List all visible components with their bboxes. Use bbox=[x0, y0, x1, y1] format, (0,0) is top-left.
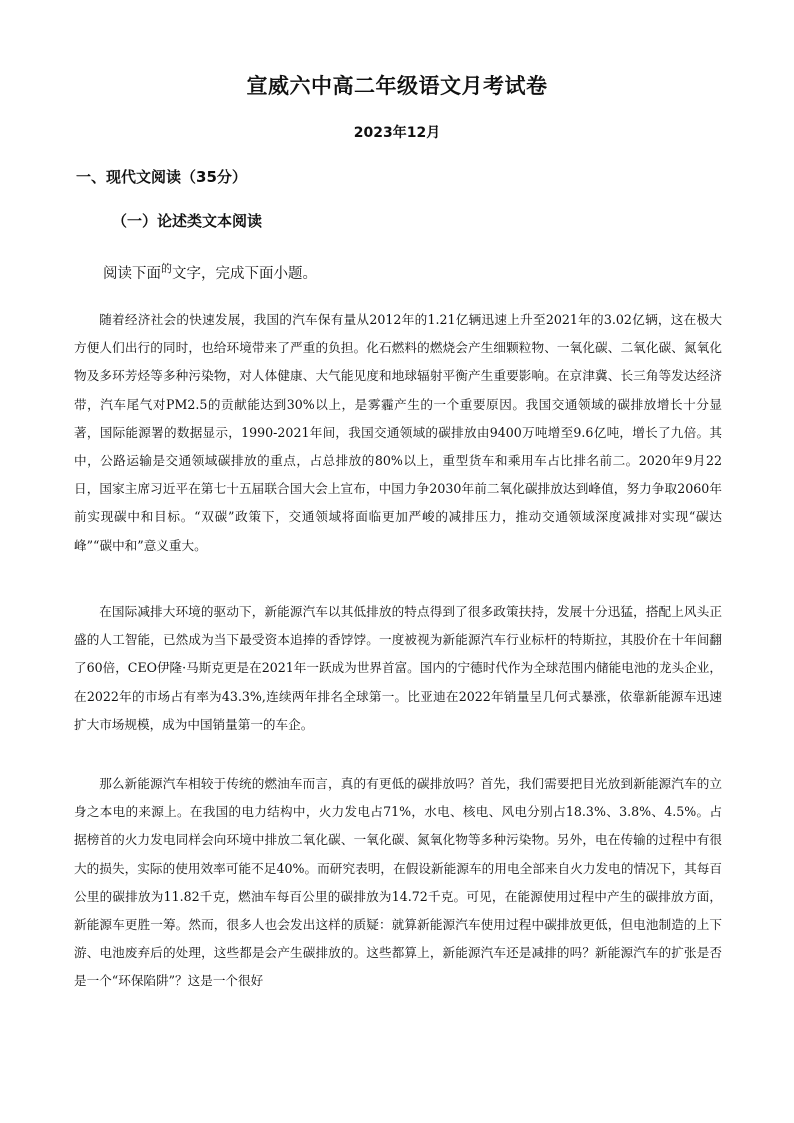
instruction-text-start: 阅读下面 bbox=[103, 266, 161, 282]
instruction-raised-character: 的 bbox=[161, 262, 172, 275]
section-heading: 一、现代文阅读（35分） bbox=[76, 168, 247, 186]
passage-paragraph-1: 随着经济社会的快速发展，我国的汽车保有量从2012年的1.21亿辆迅速上升至2021年的3.02亿辆，这在极大方便人们出行的同时，也给环境带来了严重的负担。化石燃料的燃烧会产生细颗粒物、一氧化碳、二氧化碳、氮氧化物及多环芳烃等多种污染物，对人体健康、大气能见度和地球辐射平衡产生重要影响。在京津冀、长三角等发达经济带，汽车尾气对PM2.5的贡献能达到30%以上，是雾霾产生的一个重要原因。我国交通领域的碳排放增长十分显著，国际能源署的数据显示，1990-2021年间，我国交通领域的碳排放由9400万吨增至9.6亿吨，增长了九倍。其中，公路运输是交通领域碳排放的重点，占总排放的80%以上，重型货车和乘用车占比排名前二。2020年9月22日，国家主席习近平在第七十五届联合国大会上宣布，中国力争2030年前二氧化碳排放达到峰值，努力争取2060年前实现碳中和目标。“双碳”政策下，交通领域将面临更加严峻的减排压力，推动交通领域深度减排对实现“碳达峰”“碳中和”意义重大。 bbox=[74, 312, 722, 553]
document-date: 2023年12月 bbox=[353, 125, 441, 141]
passage-paragraph-3: 那么新能源汽车相较于传统的燃油车而言，真的有更低的碳排放吗？首先，我们需要把目光放到新能源汽车的立身之本电的来源上。在我国的电力结构中，火力发电占71%，水电、核电、风电分别占18.3%、3.8%、4.5%。占据榜首的火力发电同样会向环境中排放二氧化碳、一氧化碳、氮氧化物等多种污染物。另外，电在传输的过程中有很大的损失，实际的使用效率可能不足40%。而研究表明，在假设新能源车的用电全部来自火力发电的情况下，其每百公里的碳排放为11.82千克，燃油车每百公里的碳排放为14.72千克。可见，在能源使用过程中产生的碳排放方面，新能源车更胜一筹。然而，很多人也会发出这样的质疑：就算新能源汽车使用过程中碳排放更低，但电池制造的上下游、电池废弃后的处理，这些都是会产生碳排放的。这些都算上，新能源汽车还是减排的吗？新能源汽车的扩张是否是一个“环保陷阱”？这是一个很好 bbox=[74, 776, 722, 989]
instruction-text-end: 文字，完成下面小题。 bbox=[172, 266, 317, 282]
document-title: 宣威六中高二年级语文月考试卷 bbox=[246, 74, 548, 98]
passage-paragraph-2: 在国际减排大环境的驱动下，新能源汽车以其低排放的特点得到了很多政策扶持，发展十分迅猛，搭配上风头正盛的人工智能，已然成为当下最受资本追捧的香饽饽。一度被视为新能源汽车行业标杆的特斯拉，其股价在十年间翻了60倍，CEO伊隆·马斯克更是在2021年一跃成为世界首富。国内的宁德时代作为全球范围内储能电池的龙头企业，在2022年的市场占有率为43.3%,连续两年排名全球第一。比亚迪在2022年销量呈几何式暴涨，依靠新能源车迅速扩大市场规模，成为中国销量第一的车企。 bbox=[74, 604, 722, 732]
reading-instruction bbox=[103, 262, 317, 283]
subsection-heading: （一）论述类文本阅读 bbox=[112, 212, 263, 230]
